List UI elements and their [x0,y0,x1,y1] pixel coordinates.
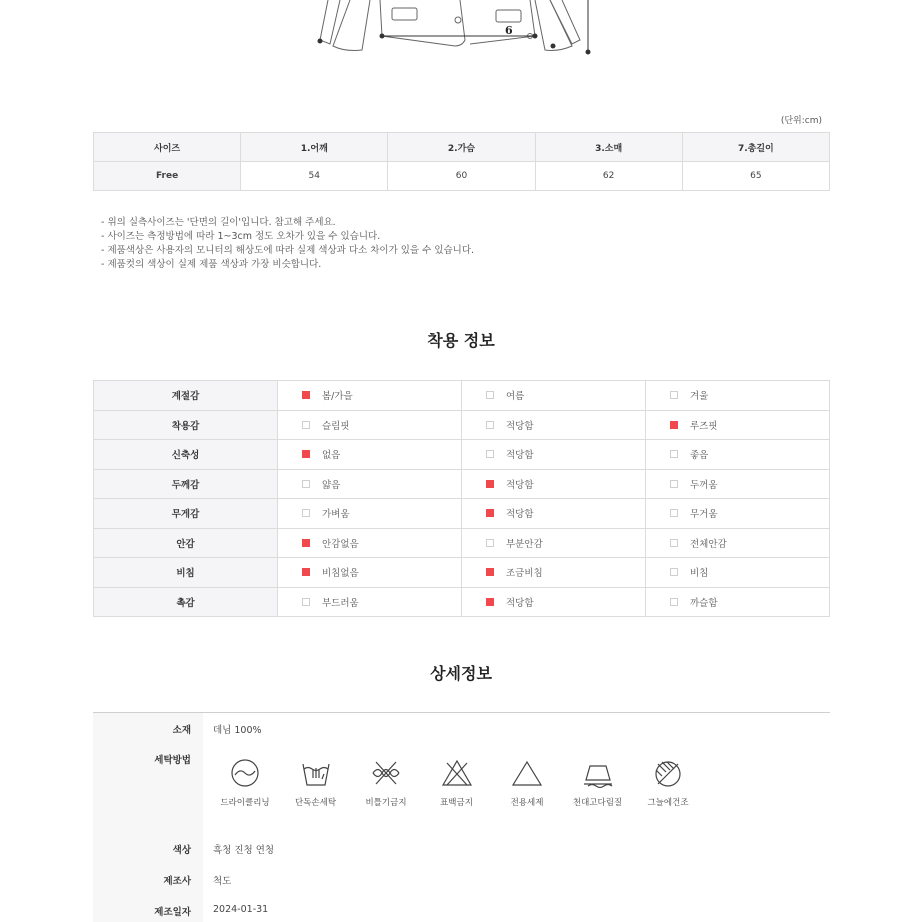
unchecked-box-icon [486,450,494,458]
color-value: 흑청 진청 연청 [213,845,275,856]
table-row [94,558,830,588]
detail-info-title: 상세정보 [430,664,492,683]
care-item [210,758,280,808]
size-table [93,132,830,191]
unchecked-box-icon [670,539,678,547]
fit-option [278,587,462,617]
fit-option-label: 두꺼움 [690,479,718,491]
fit-info-title: 착용 정보 [427,331,495,350]
unit-label: (단위:cm) [780,116,822,126]
care-label: 전용세제 [510,798,544,808]
fit-option [462,558,646,588]
fit-option-label: 무거움 [690,509,718,521]
fit-option [462,381,646,411]
size-notes [101,216,474,272]
fit-option-label: 까슬함 [690,597,718,609]
fit-option [462,587,646,617]
neutral-detergent-icon [511,758,543,790]
fit-option [278,410,462,440]
checked-box-icon [302,391,310,399]
fit-row-label: 비침 [94,558,278,588]
checked-box-icon [486,568,494,576]
table-row [94,499,830,529]
note-line: - 제품컷의 색상이 실제 제품 색상과 가장 비슷합니다. [101,259,322,270]
fit-option [462,528,646,558]
fit-option-label: 슬림핏 [322,420,350,432]
fit-option [278,528,462,558]
size-value: 62 [535,162,682,191]
checked-box-icon [670,421,678,429]
table-row [94,587,830,617]
size-value: 60 [388,162,535,191]
fit-option [646,587,830,617]
fit-option [646,558,830,588]
detail-label-column [93,713,203,922]
unchecked-box-icon [670,450,678,458]
fit-row-label: 신축성 [94,440,278,470]
fit-row-label: 무게감 [94,499,278,529]
material-value: 데님 100% [213,725,262,736]
table-row [94,440,830,470]
no-bleach-icon [441,758,473,790]
fit-option-label: 여름 [506,391,525,403]
chest-measure-label: 6 [505,24,513,37]
size-value: 54 [241,162,388,191]
fit-option-label: 적당함 [506,597,534,609]
checked-box-icon [302,450,310,458]
fit-option-label: 적당함 [506,420,534,432]
fit-option [646,499,830,529]
fit-option [646,528,830,558]
fit-option-label: 적당함 [506,479,534,491]
fit-option [278,381,462,411]
size-header-sleeve: 3.소매 [535,133,682,162]
hand-wash-icon [300,758,332,790]
fit-option [462,410,646,440]
fit-row-label: 착용감 [94,410,278,440]
fit-option-label: 전체안감 [690,538,727,550]
care-label: 천대고다림질 [572,798,623,808]
checked-box-icon [302,568,310,576]
table-row [94,410,830,440]
fit-option-label: 루즈핏 [690,420,718,432]
date-label: 제조일자 [154,907,191,918]
fit-option-label: 봄/가을 [322,391,353,403]
fit-option [462,469,646,499]
unchecked-box-icon [486,421,494,429]
table-row [94,528,830,558]
checked-box-icon [486,480,494,488]
care-item [563,758,633,808]
fit-option [278,440,462,470]
size-header-size: 사이즈 [94,133,241,162]
maker-value: 척도 [213,876,232,887]
care-label: 단독손세탁 [294,798,337,808]
fit-option [278,499,462,529]
size-header-shoulder: 1.어깨 [241,133,388,162]
fit-option-label: 비침 [690,568,709,580]
unchecked-box-icon [302,421,310,429]
fit-option-label: 없음 [322,450,341,462]
fit-option-label: 얇음 [322,479,341,491]
date-value: 2024-01-31 [213,904,269,915]
note-line: - 위의 실측사이즈는 '단면의 길이'입니다. 참고해 주세요. [101,217,336,228]
fit-row-label: 두께감 [94,469,278,499]
fit-option-label: 적당함 [506,509,534,521]
checked-box-icon [486,598,494,606]
fit-option-label: 부드러움 [322,597,359,609]
color-label: 색상 [172,845,191,856]
fit-option [462,499,646,529]
unchecked-box-icon [302,598,310,606]
care-item [281,758,351,808]
table-row [94,469,830,499]
size-header-chest: 2.가슴 [388,133,535,162]
fit-option [646,381,830,411]
unchecked-box-icon [486,539,494,547]
fit-option [278,558,462,588]
unchecked-box-icon [670,509,678,517]
wash-label: 세탁방법 [154,755,191,766]
fit-option [646,469,830,499]
care-item [351,758,421,808]
fit-option-label: 조금비침 [506,568,543,580]
size-value: 65 [682,162,829,191]
fit-option [646,410,830,440]
shade-dry-icon [652,758,684,790]
fit-option-label: 좋음 [690,450,709,462]
care-item [422,758,492,808]
unchecked-box-icon [670,480,678,488]
size-header-length: 7.총길이 [682,133,829,162]
fit-option [462,440,646,470]
unchecked-box-icon [302,509,310,517]
size-name: Free [94,162,241,191]
table-row [94,381,830,411]
care-label: 그늘에건조 [647,798,689,808]
fit-option-label: 가벼움 [322,509,350,521]
detail-divider [93,712,830,713]
material-label: 소재 [172,725,191,736]
fit-option [278,469,462,499]
unchecked-box-icon [670,568,678,576]
unchecked-box-icon [670,598,678,606]
fit-option-label: 적당함 [506,450,534,462]
no-wring-icon [370,758,402,790]
care-item [492,758,562,808]
fit-info-table [93,380,830,617]
care-item [633,758,703,808]
fit-row-label: 계절감 [94,381,278,411]
checked-box-icon [302,539,310,547]
unchecked-box-icon [670,391,678,399]
dry-clean-icon [229,758,261,790]
table-row [94,162,830,191]
note-line: - 사이즈는 측정방법에 따라 1~3cm 정도 오차가 있을 수 있습니다. [101,231,381,242]
maker-label: 제조사 [163,876,191,887]
note-line: - 제품색상은 사용자의 모니터의 해상도에 따라 실제 색상과 다소 차이가 있을 수 있습니다. [101,245,475,256]
fit-option [646,440,830,470]
size-table-header [94,133,830,162]
unchecked-box-icon [486,391,494,399]
fit-option-label: 안감없음 [322,538,359,550]
care-label: 표백금지 [440,798,473,808]
fit-option-label: 부분안감 [506,538,543,550]
checked-box-icon [486,509,494,517]
fit-row-label: 촉감 [94,587,278,617]
fit-option-label: 겨울 [690,391,709,403]
care-label: 비틀기금지 [365,798,407,808]
care-label: 드라이클리닝 [220,798,270,808]
iron-with-cloth-icon [582,758,614,790]
jacket-measure-diagram [300,0,610,60]
fit-row-label: 안감 [94,528,278,558]
unchecked-box-icon [302,480,310,488]
fit-option-label: 비침없음 [322,568,359,580]
